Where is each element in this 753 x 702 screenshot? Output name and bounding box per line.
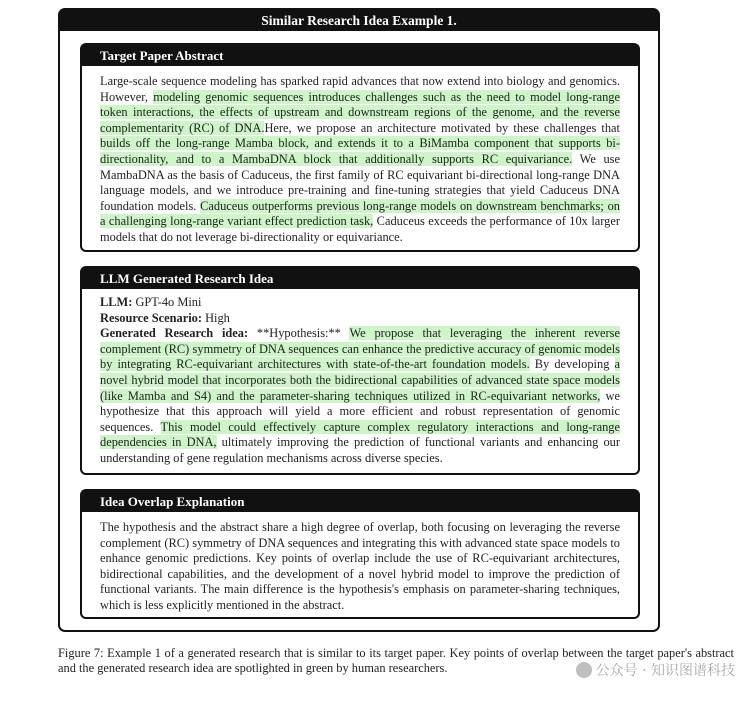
idea-highlight: This model could effectively capture complex regulatory interactions and long-range dependencies in DNA,	[100, 419, 620, 450]
figure-frame	[58, 8, 660, 632]
idea-text	[82, 289, 638, 467]
abstract-highlight: modeling genomic sequences introduces challenges such as the need to model long-range token interactions, the effects of upstream and downstream regions of the genome, and the reverse complementarity (RC) of DNA.	[100, 89, 620, 135]
figure-title: Similar Research Idea Example 1.	[60, 10, 658, 31]
idea-paragraph	[100, 326, 620, 466]
abstract-highlight: builds off the long-range Mamba block, and extends it to a BiMamba component that supports bi-directionality, and to a MambaDNA block that additionally supports RC equivariance.	[100, 136, 620, 166]
abstract-highlight: Caduceus outperforms previous long-range models on downstream benchmarks; on a challenging long-range variant effect prediction task,	[100, 198, 620, 229]
watermark	[576, 660, 735, 680]
abstract-box-title: Target Paper Abstract	[82, 45, 638, 66]
idea-segment: **Hypothesis:**	[248, 326, 350, 341]
overlap-text: The hypothesis and the abstract share a high degree of overlap, both focusing on leveraging the reverse complement (RC) symmetry of DNA sequences and integrating this with advanced state space models to enhance genomic predictions. Key points of overlap include the use of RC-equivariant architectures, bidirectional capabilities, and the development of a novel hybrid model to improve the prediction of functional variants. The main difference is the hypothesis's emphasis on parameter-sharing techniques, which is less explicitly mentioned in the abstract.	[100, 520, 620, 612]
wechat-logo-icon	[576, 662, 592, 678]
idea-highlight: a novel hybrid model that incorporates both the bidirectional capabilities of advanced state space models (like Mamba and S4) and the parameter-sharing techniques utilized in RC-equivariant networks,	[100, 357, 620, 403]
abstract-segment: Caduceus exceeds the performance of 10x larger models that do not leverage bi-directionality or equivariance.	[100, 214, 620, 244]
idea-label: Generated Research idea:	[100, 326, 249, 341]
abstract-text	[82, 66, 638, 246]
idea-box-title: LLM Generated Research Idea	[82, 268, 638, 289]
llm-line	[100, 295, 620, 311]
overlap-box	[80, 489, 640, 619]
abstract-segment: Here, we propose an architecture motivated by these challenges that	[264, 120, 620, 135]
idea-segment: By developing	[529, 357, 615, 372]
figure-caption: Figure 7: Example 1 of a generated research that is similar to its target paper. Key points of overlap between the target paper's abstract and the generated research idea are spotlighted in green by human researchers.	[58, 646, 734, 676]
idea-box	[80, 266, 640, 475]
llm-label: LLM:	[100, 295, 133, 309]
overlap-box-title: Idea Overlap Explanation	[82, 491, 638, 512]
scenario-label: Resource Scenario:	[100, 310, 202, 325]
abstract-segment: We use MambaDNA as the basis of Caduceus, the first family of RC equivariant bi-directional long-range DNA language models, and we introduce pre-training and fine-tuning strategies that yield Caduceus DNA foundation models.	[100, 151, 620, 213]
llm-value: GPT-4o Mini	[132, 295, 202, 309]
idea-highlight: We propose that leveraging the inherent reverse complement (RC) symmetry of DNA sequences can enhance the predictive accuracy of genomic models by integrating RC-equivariant architectures with state-of-the-art foundation models.	[100, 326, 620, 372]
idea-segment: we hypothesize that this approach will yield a more efficient and robust representation of genomic sequences.	[100, 388, 620, 434]
watermark-text: 公众号 · 知识图谱科技	[595, 663, 735, 679]
scenario-value: High	[201, 310, 230, 325]
abstract-segment: Large-scale sequence modeling has sparked rapid advances that now extend into biology and genomics. However,	[100, 74, 620, 104]
abstract-box	[80, 43, 640, 252]
scenario-line	[100, 311, 620, 327]
idea-segment: ultimately improving the prediction of functional variants and enhancing our understanding of gene regulation mechanisms across diverse species.	[100, 435, 620, 465]
